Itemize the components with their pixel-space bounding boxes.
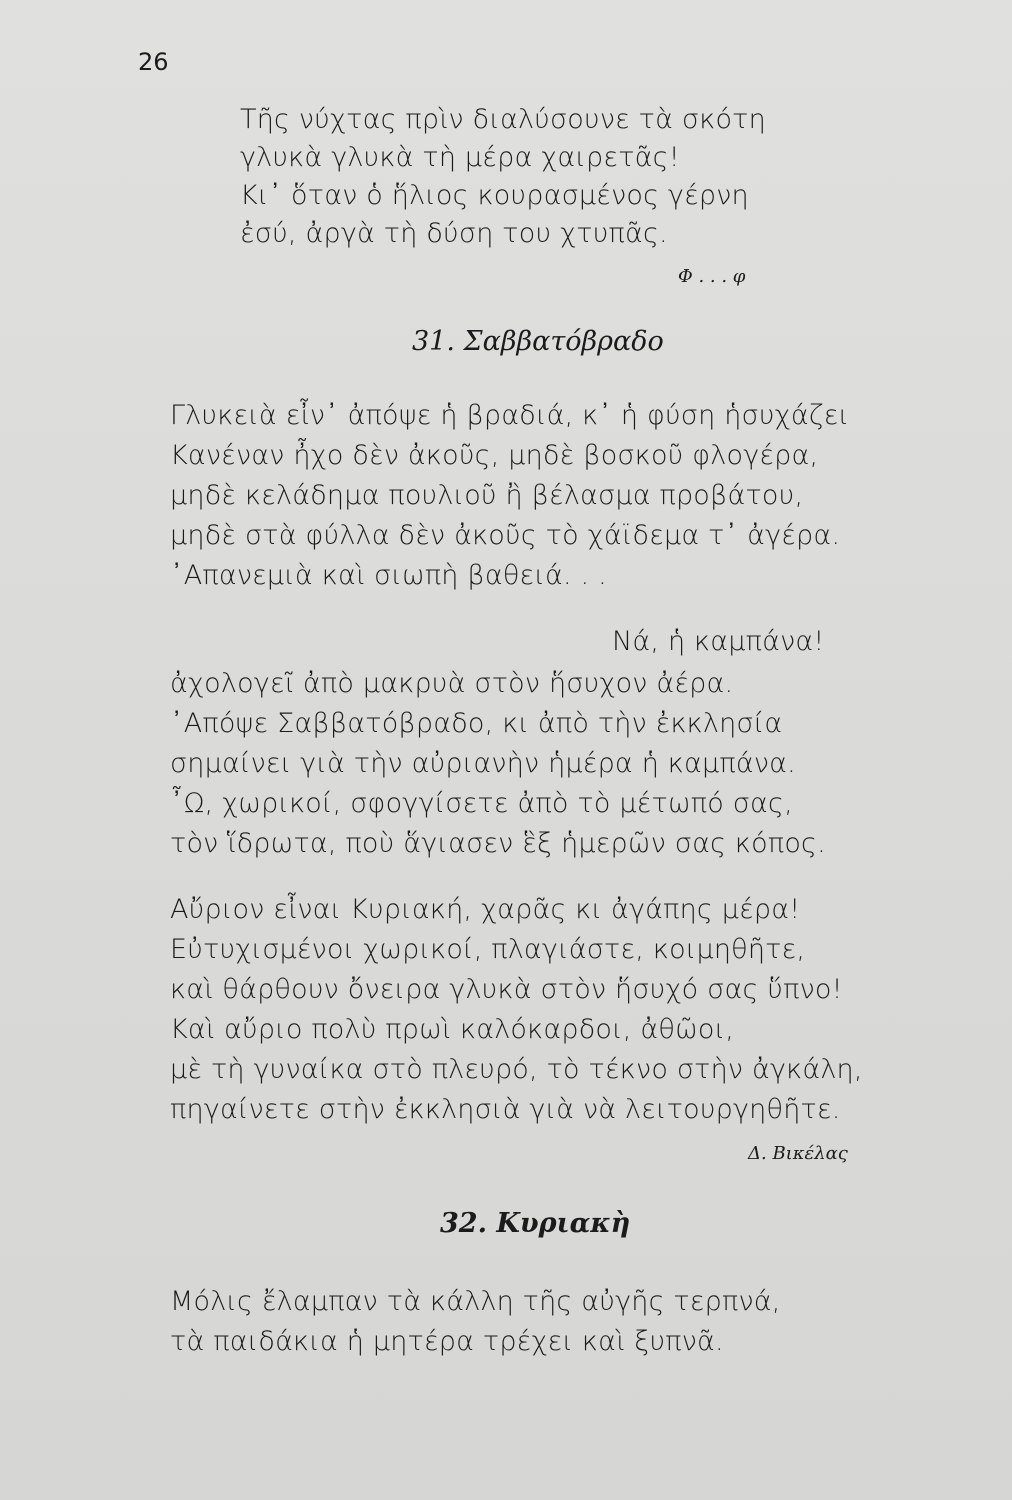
poem-line: τὸν ἵδρωτα, ποὺ ἅγιασεν ἓξ ἡμερῶν σας κόπος. — [170, 828, 826, 859]
poem-line: Κι᾽ ὅταν ὁ ἥλιος κουρασμένος γέρνη — [240, 180, 749, 211]
poem-title: Κυριακὴ — [496, 1208, 631, 1239]
poem-line: σημαίνει γιὰ τὴν αὐριανὴν ἡμέρα ἡ καμπάνα. — [170, 748, 796, 779]
poem-heading — [412, 326, 664, 357]
poem-line-indented: Νά, ἡ καμπάνα! — [612, 626, 825, 657]
poem-line: Κανέναν ἦχο δὲν ἀκοῦς, μηδὲ βοσκοῦ φλογέρα, — [170, 440, 819, 471]
poem-line: Τῆς νύχτας πρὶν διαλύσουνε τὰ σκότη — [240, 104, 766, 135]
poem-line: πηγαίνετε στὴν ἐκκλησιὰ γιὰ νὰ λειτουργηθῆτε. — [170, 1094, 841, 1125]
author-signature: Φ . . . φ — [678, 266, 746, 287]
poem-line: ᾽Απόψε Σαββατόβραδο, κι ἀπὸ τὴν ἐκκλησία — [170, 708, 783, 739]
poem-line: Καὶ αὔριο πολὺ πρωὶ καλόκαρδοι, ἀθῶοι, — [170, 1014, 735, 1045]
poem-line: ῏Ω, χωρικοί, σφογγίσετε ἀπὸ τὸ μέτωπό σας, — [170, 788, 793, 819]
poem-line: τὰ παιδάκια ἡ μητέρα τρέχει καὶ ξυπνᾶ. — [170, 1326, 724, 1357]
poem-line: μὲ τὴ γυναίκα στὸ πλευρό, τὸ τέκνο στὴν ἀγκάλη, — [170, 1054, 863, 1085]
poem-line: Εὐτυχισμένοι χωρικοί, πλαγιάστε, κοιμηθῆτε, — [170, 934, 806, 965]
poem-title: Σαββατόβραδο — [463, 326, 664, 357]
poem-heading — [440, 1208, 630, 1239]
poem-line: γλυκὰ γλυκὰ τὴ μέρα χαιρετᾶς! — [240, 142, 680, 173]
poem-number: 31. — [412, 326, 455, 357]
poem-line: Μόλις ἔλαμπαν τὰ κάλλη τῆς αὐγῆς τερπνά, — [170, 1286, 781, 1317]
poem-line: Γλυκειὰ εἶν᾽ ἀπόψε ἡ βραδιά, κ᾽ ἡ φύση ἡσυχάζει — [170, 400, 850, 431]
poem-line: ᾽Απανεμιὰ καὶ σιωπὴ βαθειά. . . — [170, 560, 607, 591]
poem-line: μηδὲ στὰ φύλλα δὲν ἀκοῦς τὸ χάϊδεμα τ᾽ ἀγέρα. — [170, 520, 841, 551]
poem-line: ἐσύ, ἀργὰ τὴ δύση του χτυπᾶς. — [240, 218, 668, 249]
poem-line: καὶ θάρθουν ὄνειρα γλυκὰ στὸν ἥσυχό σας ὕπνο! — [170, 974, 843, 1005]
poem-line: ἀχολογεῖ ἀπὸ μακρυὰ στὸν ἥσυχον ἀέρα. — [170, 668, 734, 699]
page-number: 26 — [138, 48, 169, 76]
poem-number: 32. — [440, 1208, 487, 1239]
poem-line: μηδὲ κελάδημα πουλιοῦ ἢ βέλασμα προβάτου, — [170, 480, 804, 511]
poem-line: Αὔριον εἶναι Κυριακή, χαρᾶς κι ἀγάπης μέρα! — [170, 894, 801, 925]
author-signature: Δ. Βικέλας — [748, 1143, 848, 1164]
